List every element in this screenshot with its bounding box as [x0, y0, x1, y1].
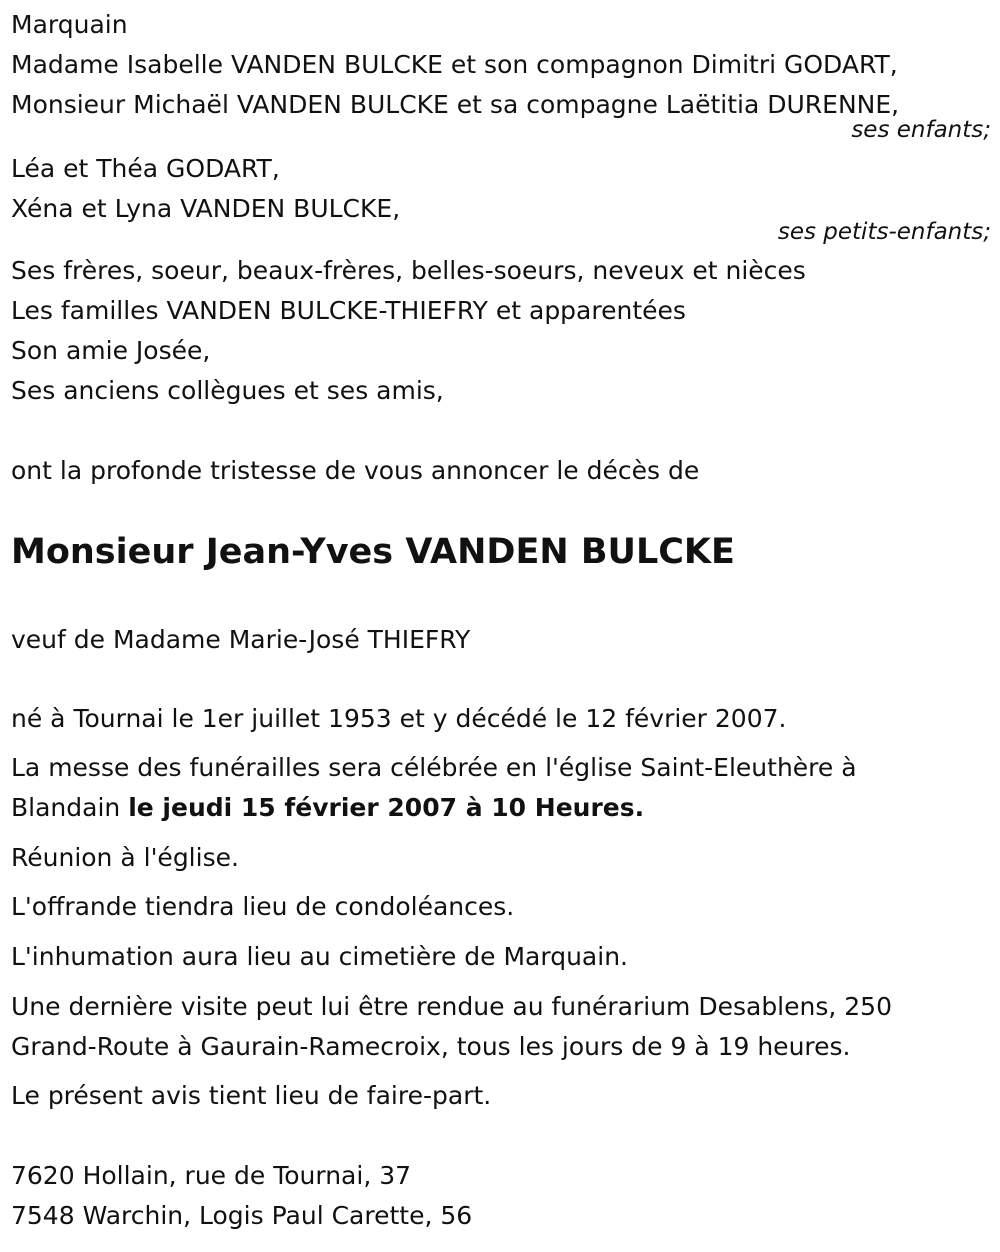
- visit-line-2: Grand-Route à Gaurain-Ramecroix, tous les jours de 9 à 19 heures.: [11, 1032, 851, 1061]
- grandchild-line-2: Xéna et Lyna VANDEN BULCKE,: [11, 194, 401, 223]
- widower-line: veuf de Madame Marie-José THIEFRY: [11, 625, 471, 654]
- mass-date: le jeudi 15 février 2007 à 10 Heures.: [128, 793, 645, 822]
- grandchild-line-1: Léa et Théa GODART,: [11, 154, 280, 183]
- notice-line: Le présent avis tient lieu de faire-part.: [11, 1081, 492, 1110]
- family-line-3: Son amie Josée,: [11, 336, 211, 365]
- deceased-name: Monsieur Jean-Yves VANDEN BULCKE: [11, 532, 735, 572]
- children-label: ses enfants;: [851, 117, 991, 143]
- mass-line-1: La messe des funérailles sera célébrée en l'église Saint-Eleuthère à: [11, 753, 857, 782]
- family-line-1: Ses frères, soeur, beaux-frères, belles-soeurs, neveux et nièces: [11, 256, 806, 285]
- offering-line: L'offrande tiendra lieu de condoléances.: [11, 892, 515, 921]
- family-line-2: Les familles VANDEN BULCKE-THIEFRY et apparentées: [11, 296, 686, 325]
- address-line-1: 7620 Hollain, rue de Tournai, 37: [11, 1161, 412, 1190]
- child-line-2: Monsieur Michaël VANDEN BULCKE et sa compagne Laëtitia DURENNE,: [11, 90, 900, 119]
- grandchildren-label: ses petits-enfants;: [777, 219, 991, 245]
- child-line-1: Madame Isabelle VANDEN BULCKE et son compagnon Dimitri GODART,: [11, 50, 898, 79]
- address-line-2: 7548 Warchin, Logis Paul Carette, 56: [11, 1201, 473, 1230]
- mass-line-2: [11, 788, 991, 828]
- burial-line: L'inhumation aura lieu au cimetière de Marquain.: [11, 942, 628, 971]
- birth-death-line: né à Tournai le 1er juillet 1953 et y décédé le 12 février 2007.: [11, 704, 787, 733]
- reunion-line: Réunion à l'église.: [11, 843, 239, 872]
- family-line-4: Ses anciens collègues et ses amis,: [11, 376, 444, 405]
- announcement-line: ont la profonde tristesse de vous annoncer le décès de: [11, 456, 700, 485]
- visit-line-1: Une dernière visite peut lui être rendue au funérarium Desablens, 250: [11, 992, 892, 1021]
- mass-location: Blandain: [11, 793, 129, 822]
- place-line: Marquain: [11, 10, 128, 39]
